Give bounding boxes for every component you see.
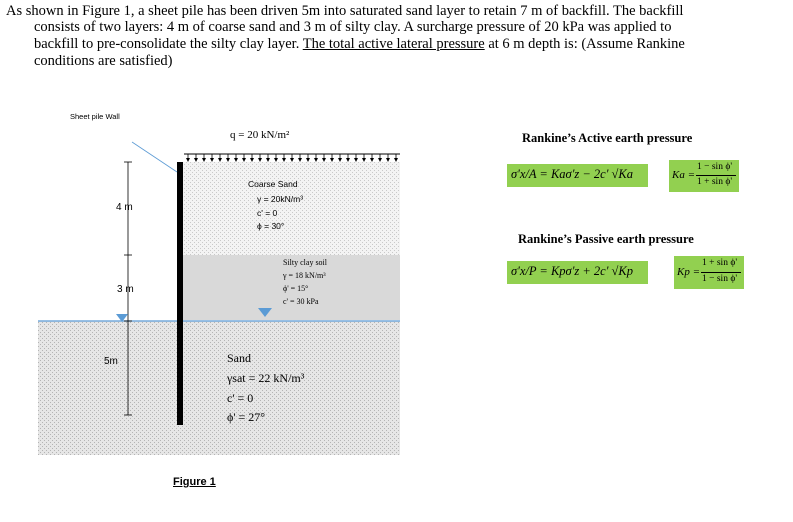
surcharge-arrow-head	[306, 158, 310, 162]
question-line-3-tail: at 6 m depth is: (Assume Rankine	[488, 36, 685, 52]
surcharge-arrow-head	[194, 158, 198, 162]
coarse-sand-cohesion: c' = 0	[257, 208, 278, 218]
ka-lhs: Ka =	[672, 169, 696, 181]
surcharge-arrow-head	[282, 158, 286, 162]
surcharge-arrow-head	[378, 158, 382, 162]
ka-formula-box	[669, 160, 739, 192]
surcharge-arrow-head	[354, 158, 358, 162]
active-equation: σ'x/A = Kaσ'z − 2c' √Ka	[511, 167, 633, 181]
surcharge-arrow-head	[362, 158, 366, 162]
sand-cohesion: c' = 0	[227, 391, 254, 405]
surcharge-arrow-head	[290, 158, 294, 162]
sand-friction-angle: ϕ' = 27°	[227, 410, 266, 424]
question-emphasis: The total active lateral pressure	[302, 36, 485, 52]
surcharge-arrow-head	[394, 158, 398, 162]
surcharge-arrow-head	[346, 158, 350, 162]
surcharge-arrow-head	[218, 158, 222, 162]
surcharge-arrow-head	[226, 158, 230, 162]
surcharge-arrow-head	[274, 158, 278, 162]
surcharge-arrow-head	[314, 158, 318, 162]
surcharge-arrow-head	[202, 158, 206, 162]
kp-numerator: 1 + sin ϕ'	[702, 258, 738, 268]
surcharge-arrow-head	[234, 158, 238, 162]
surcharge-arrow-head	[298, 158, 302, 162]
kp-denominator: 1 − sin ϕ'	[702, 274, 738, 284]
surcharge-arrow-head	[330, 158, 334, 162]
question-line-3-start: backfill to pre-consolidate the silty clay layer.	[34, 36, 300, 52]
question-line-1: As shown in Figure 1, a sheet pile has been driven 5m into saturated sand layer to retain 7 m of backfill. The backfill	[6, 3, 684, 19]
passive-equation: σ'x/P = Kpσ'z + 2c' √Kp	[511, 264, 633, 278]
surcharge-label: q = 20 kN/m²	[230, 129, 290, 141]
sand-layer	[38, 321, 400, 455]
coarse-sand-friction-angle: ϕ = 30°	[257, 221, 285, 231]
silty-clay-friction-angle: ϕ' = 15°	[283, 284, 309, 293]
silty-clay-unit-weight: γ = 18 kN/m³	[283, 271, 326, 280]
wall-label-leader	[132, 142, 177, 172]
coarse-sand-layer	[182, 162, 400, 255]
coarse-sand-thickness: 4 m	[116, 202, 133, 213]
sheet-pile-wall	[177, 162, 183, 425]
kp-lhs: Kp =	[677, 266, 701, 278]
silty-clay-thickness: 3 m	[117, 284, 134, 295]
sand-thickness: 5m	[104, 356, 118, 367]
surcharge-arrow-head	[386, 158, 390, 162]
silty-clay-name: Silty clay soil	[283, 258, 327, 267]
coarse-sand-name: Coarse Sand	[248, 179, 298, 189]
passive-equation-box	[507, 261, 648, 284]
question-line-2: consists of two layers: 4 m of coarse sand and 3 m of silty clay. A surcharge pressure of 20 kPa was applied to	[34, 19, 672, 35]
wall-label: Sheet pile Wall	[70, 112, 120, 121]
surcharge-arrow-head	[186, 158, 190, 162]
kp-formula-box	[674, 256, 744, 289]
surcharge-arrow-head	[266, 158, 270, 162]
coarse-sand-unit-weight: γ = 20kN/m³	[257, 194, 304, 204]
silty-clay-cohesion: c' = 30 kPa	[283, 297, 319, 306]
figure-caption: Figure 1	[173, 476, 216, 488]
surcharge-arrow-head	[210, 158, 214, 162]
surcharge-arrow-head	[370, 158, 374, 162]
surcharge-arrow-head	[258, 158, 262, 162]
surcharge-arrow-head	[250, 158, 254, 162]
surcharge-arrow-head	[338, 158, 342, 162]
ka-denominator: 1 + sin ϕ'	[697, 177, 733, 187]
sand-unit-weight: γsat = 22 kN/m³	[227, 371, 305, 385]
ka-numerator: 1 − sin ϕ'	[697, 162, 733, 172]
active-pressure-title: Rankine’s Active earth pressure	[522, 131, 693, 145]
surcharge-arrow-head	[322, 158, 326, 162]
ka-fraction-bar	[696, 175, 736, 176]
sand-name: Sand	[227, 351, 251, 365]
surcharge-arrow-head	[242, 158, 246, 162]
question-line-4: conditions are satisfied)	[34, 53, 173, 69]
kp-fraction-bar	[701, 272, 741, 273]
active-equation-box	[507, 164, 648, 187]
surcharge-arrow-group	[186, 154, 398, 162]
passive-pressure-title: Rankine’s Passive earth pressure	[518, 232, 694, 246]
